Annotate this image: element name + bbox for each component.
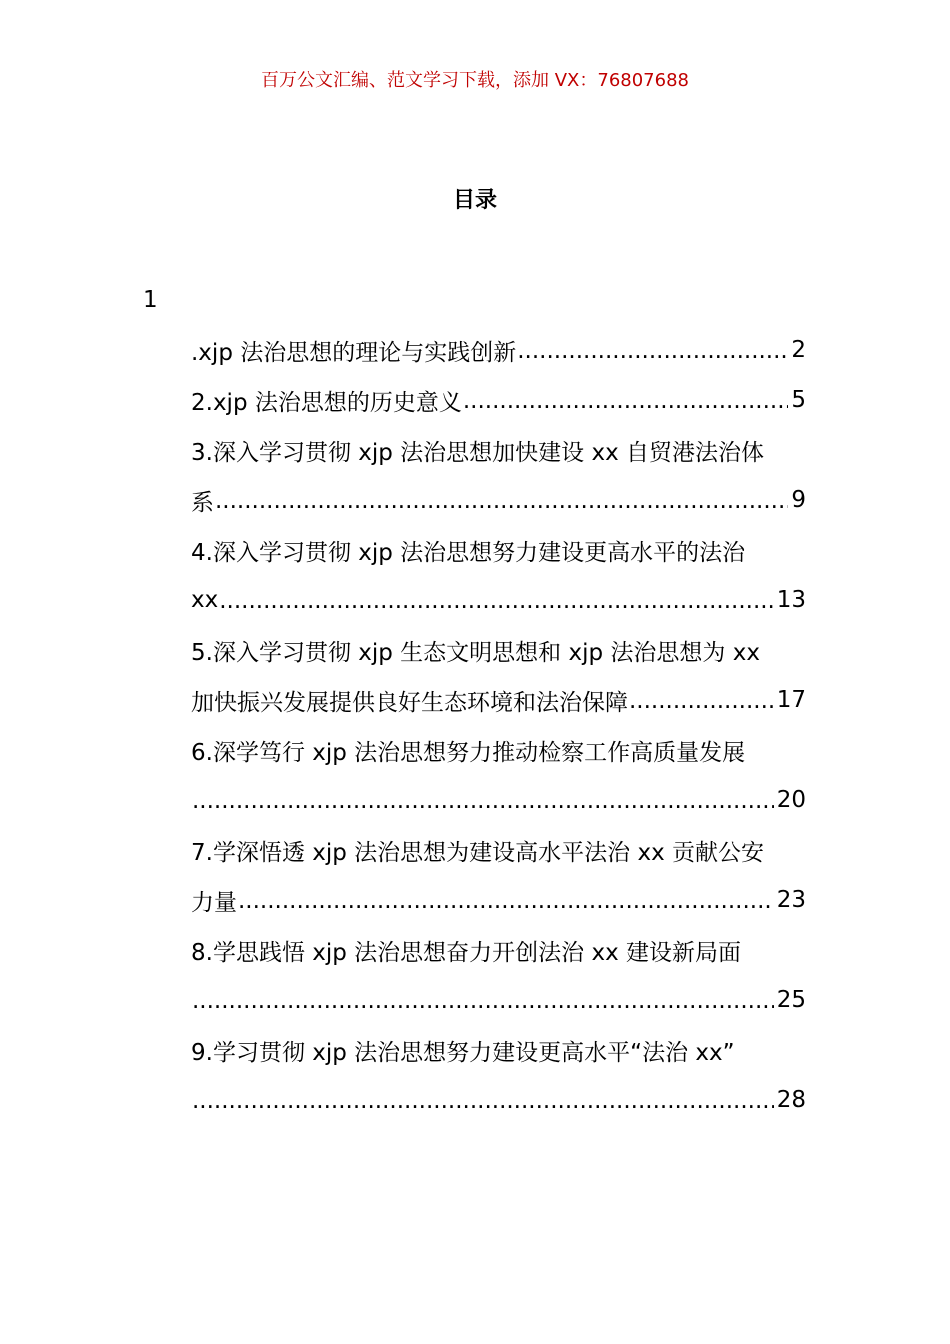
toc-entry-title: 5.深入学习贯彻 xjp 生态文明思想和 xjp 法治思想为 xx (191, 639, 760, 666)
header-banner: 百万公文汇编、范文学习下载，添加 VX：76807688 (261, 70, 689, 91)
toc-entry-page: 28 (776, 1087, 806, 1113)
toc-entry-8-line2[interactable] (191, 975, 806, 1025)
toc-entry-4-line2[interactable] (191, 575, 806, 625)
toc-entry-6-line1[interactable] (191, 725, 806, 775)
toc-entry-page: 25 (776, 987, 806, 1013)
dot-leader (463, 388, 789, 416)
toc-entry-page: 2 (791, 337, 806, 363)
toc-entry-5-line2[interactable] (191, 675, 806, 725)
dot-leader (517, 338, 788, 366)
table-of-contents (191, 325, 806, 1125)
toc-entry-title: 7.学深悟透 xjp 法治思想为建设高水平法治 xx 贡献公安 (191, 839, 765, 866)
toc-entry-page: 13 (776, 587, 806, 613)
toc-entry-6-line2[interactable] (191, 775, 806, 825)
toc-entry-4-line1[interactable] (191, 525, 806, 575)
toc-entry-page: 23 (776, 887, 806, 913)
dot-leader (192, 788, 774, 816)
toc-entry-title: 4.深入学习贯彻 xjp 法治思想努力建设更高水平的法治 (191, 539, 746, 566)
toc-entry-title: 2.xjp 法治思想的历史意义 (191, 389, 462, 416)
toc-entry-9-line2[interactable] (191, 1075, 806, 1125)
toc-entry-8-line1[interactable] (191, 925, 806, 975)
toc-entry-title: .xjp 法治思想的理论与实践创新 (191, 339, 517, 366)
lead-number: 1 (143, 287, 158, 313)
dot-leader (192, 1088, 774, 1116)
toc-entry-page: 9 (791, 487, 806, 513)
toc-entry-9-line1[interactable] (191, 1025, 806, 1075)
dot-leader (192, 988, 774, 1016)
toc-entry-5-line1[interactable] (191, 625, 806, 675)
toc-entry-7-line2[interactable] (191, 875, 806, 925)
toc-entry-title: 8.学思践悟 xjp 法治思想奋力开创法治 xx 建设新局面 (191, 939, 742, 966)
toc-entry-page: 20 (776, 787, 806, 813)
toc-entry-3-line2[interactable] (191, 475, 806, 525)
toc-entry-7-line1[interactable] (191, 825, 806, 875)
toc-entry-title-cont: xx (191, 587, 219, 613)
dot-leader (215, 488, 788, 516)
toc-entry-page: 17 (776, 687, 806, 713)
toc-entry-title-cont: 系 (191, 489, 214, 516)
toc-entry-title: 6.深学笃行 xjp 法治思想努力推动检察工作高质量发展 (191, 739, 746, 766)
toc-entry-title: 3.深入学习贯彻 xjp 法治思想加快建设 xx 自贸港法治体 (191, 439, 765, 466)
page-title: 目录 (452, 188, 497, 213)
dot-leader (219, 588, 773, 616)
toc-entry-1[interactable] (191, 325, 806, 375)
toc-entry-3-line1[interactable] (191, 425, 806, 475)
dot-leader (629, 688, 774, 716)
toc-entry-2[interactable] (191, 375, 806, 425)
toc-entry-title: 9.学习贯彻 xjp 法治思想努力建设更高水平“法治 xx” (191, 1039, 735, 1066)
toc-entry-title-cont: 加快振兴发展提供良好生态环境和法治保障 (191, 689, 628, 716)
dot-leader (238, 888, 774, 916)
toc-entry-page: 5 (791, 387, 806, 413)
toc-entry-title-cont: 力量 (191, 889, 237, 916)
